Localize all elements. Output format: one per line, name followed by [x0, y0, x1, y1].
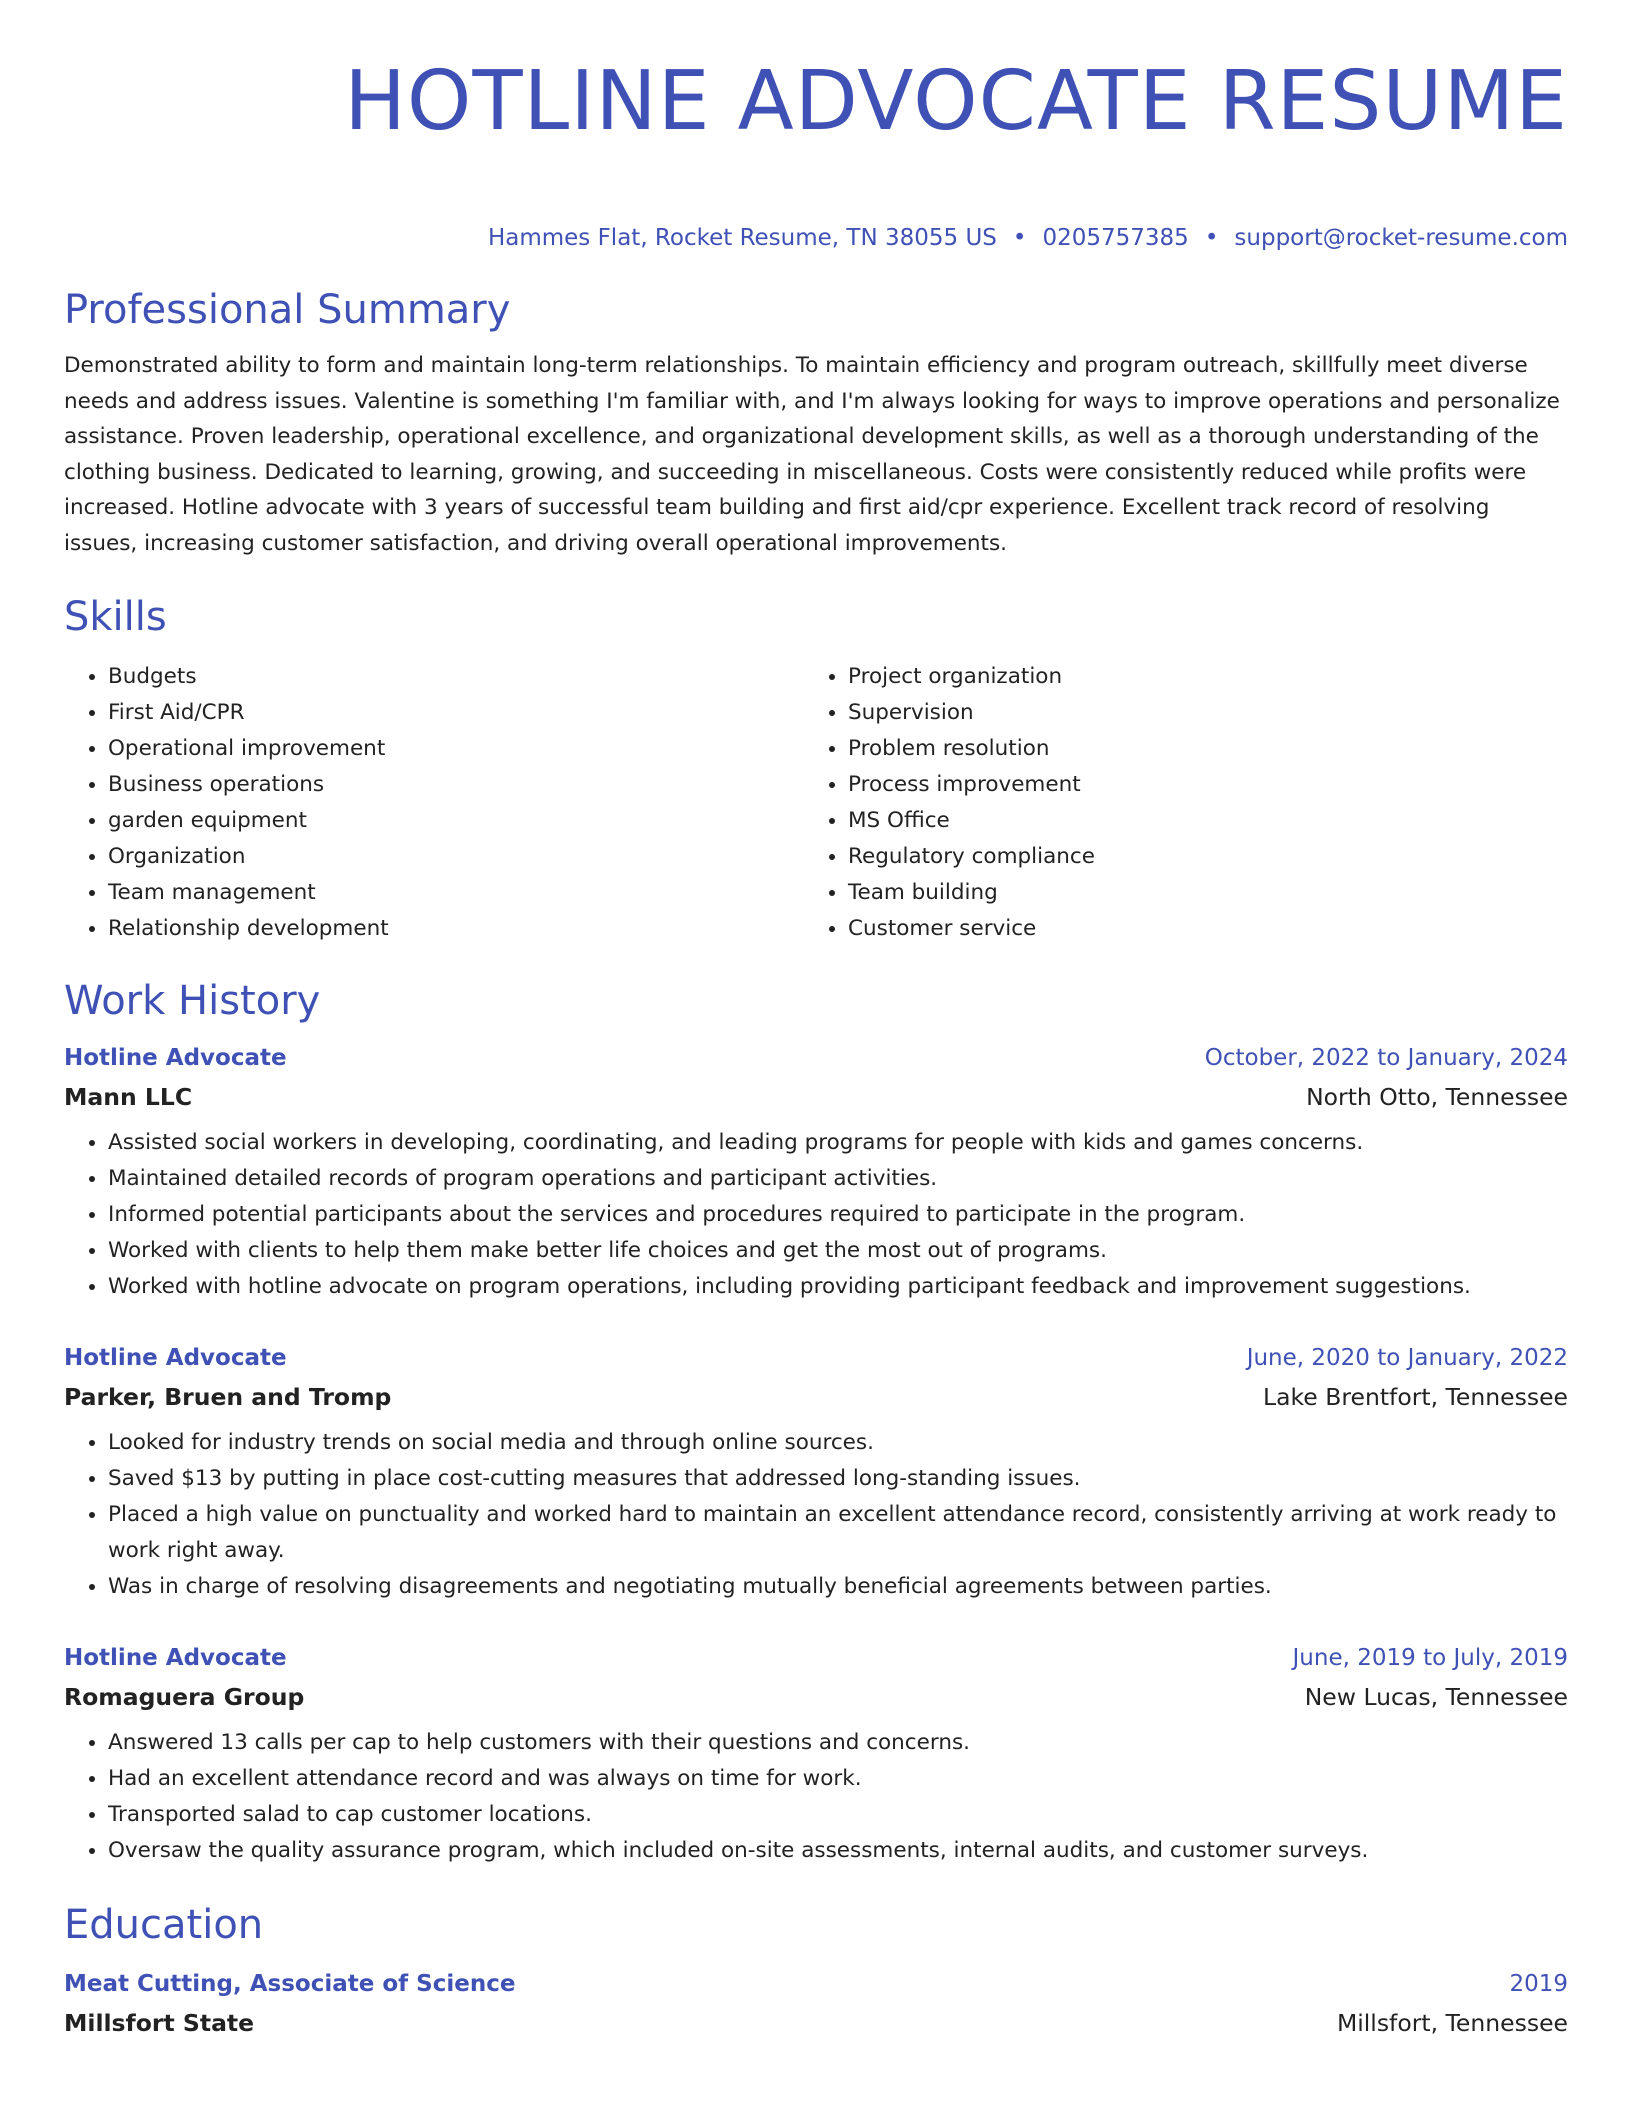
- skill-item: • garden equipment: [108, 803, 804, 839]
- education-header: [64, 1965, 1568, 2003]
- skill-item: • Organization: [108, 839, 804, 875]
- job-location: North Otto, Tennessee: [1306, 1083, 1568, 1111]
- summary-section: [64, 282, 1568, 561]
- skill-item: • Customer service: [848, 911, 1544, 947]
- job-header: [64, 1039, 1568, 1077]
- job-bullets: [64, 1725, 1568, 1869]
- education-location: Millsfort, Tennessee: [1336, 2009, 1568, 2037]
- skill-item: • Operational improvement: [108, 731, 804, 767]
- skill-item: • Budgets: [108, 659, 804, 695]
- job-title: Hotline Advocate: [64, 1645, 287, 1671]
- job-bullet: • Maintained detailed records of program operations and participant activities.: [108, 1161, 1568, 1197]
- skill-item: • Project organization: [848, 659, 1544, 695]
- job-dates: October, 2022 to January, 2024: [1204, 1045, 1568, 1071]
- job-bullet: • Transported salad to cap customer locations.: [108, 1797, 1568, 1833]
- education-degree: Meat Cutting, Associate of Science: [64, 1971, 516, 1997]
- contact-address: Hammes Flat, Rocket Resume, TN 38055 US: [487, 225, 997, 251]
- job-title: Hotline Advocate: [64, 1345, 287, 1371]
- job-company: Parker, Bruen and Tromp: [64, 1383, 392, 1411]
- education-year: 2019: [1509, 1971, 1568, 1997]
- job-bullet: • Looked for industry trends on social media and through online sources.: [108, 1425, 1568, 1461]
- skill-item: • Relationship development: [108, 911, 804, 947]
- job-location: Lake Brentfort, Tennessee: [1263, 1383, 1568, 1411]
- education-subheader: [64, 2003, 1568, 2043]
- job-header: [64, 1339, 1568, 1377]
- job-bullet: • Worked with clients to help them make better life choices and get the most out of programs.: [108, 1233, 1568, 1269]
- job-subheader: [64, 1377, 1568, 1417]
- job-bullet: • Saved $13 by putting in place cost-cutting measures that addressed long-standing issues.: [108, 1461, 1568, 1497]
- work-history-section: [64, 973, 1568, 1869]
- job-entry: [64, 1039, 1568, 1305]
- summary-text: Demonstrated ability to form and maintain long-term relationships. To maintain efficiency and program outreach, skillfully meet diverse needs and address issues. Valentine is something I'm familiar with, and I'm always looking for ways to improve operations and personalize assistance. Proven leadership, operational excellence, and organizational development skills, as well as a thorough understanding of the clothing business. Dedicated to learning, growing, and succeeding in miscellaneous. Costs were consistently reduced while profits were increased. Hotline advocate with 3 years of successful team building and first aid/cpr experience. Excellent track record of resolving issues, increasing customer satisfaction, and driving overall operational improvements.: [64, 353, 1560, 556]
- job-bullet: • Assisted social workers in developing, coordinating, and leading programs for people with kids and games concerns.: [108, 1125, 1568, 1161]
- job-entry: [64, 1639, 1568, 1869]
- job-bullet: • Informed potential participants about the services and procedures required to participate in the program.: [108, 1197, 1568, 1233]
- skills-columns: [64, 659, 1568, 947]
- skills-column-right: [804, 659, 1544, 947]
- job-header: [64, 1639, 1568, 1677]
- contact-separator: •: [1012, 225, 1027, 251]
- job-subheader: [64, 1677, 1568, 1717]
- skills-list-left: [64, 659, 804, 947]
- job-company: Romaguera Group: [64, 1683, 305, 1711]
- contact-line: [64, 222, 1568, 254]
- resume-title: HOTLINE ADVOCATE RESUME: [344, 54, 1568, 149]
- job-bullet: • Oversaw the quality assurance program, which included on-site assessments, internal audits, and customer surveys.: [108, 1833, 1568, 1869]
- skills-column-left: [64, 659, 804, 947]
- education-heading: Education: [64, 1902, 264, 1948]
- skill-item: • MS Office: [848, 803, 1544, 839]
- job-bullets: [64, 1125, 1568, 1305]
- skill-item: • First Aid/CPR: [108, 695, 804, 731]
- skills-list-right: [804, 659, 1544, 947]
- job-dates: June, 2019 to July, 2019: [1292, 1645, 1568, 1671]
- job-company: Mann LLC: [64, 1083, 193, 1111]
- contact-phone[interactable]: 0205757385: [1042, 225, 1189, 251]
- job-dates: June, 2020 to January, 2022: [1246, 1345, 1568, 1371]
- job-subheader: [64, 1077, 1568, 1117]
- skill-item: • Business operations: [108, 767, 804, 803]
- job-bullets: [64, 1425, 1568, 1605]
- education-section: [64, 1897, 1568, 2043]
- job-location: New Lucas, Tennessee: [1304, 1683, 1568, 1711]
- education-school: Millsfort State: [64, 2009, 255, 2037]
- skill-item: • Team building: [848, 875, 1544, 911]
- job-bullet: • Answered 13 calls per cap to help customers with their questions and concerns.: [108, 1725, 1568, 1761]
- work-history-heading: Work History: [64, 978, 321, 1024]
- summary-heading: Professional Summary: [64, 287, 511, 333]
- job-bullet: • Was in charge of resolving disagreements and negotiating mutually beneficial agreements between parties.: [108, 1569, 1568, 1605]
- job-entry: [64, 1339, 1568, 1605]
- skill-item: • Process improvement: [848, 767, 1544, 803]
- skill-item: • Regulatory compliance: [848, 839, 1544, 875]
- job-bullet: • Had an excellent attendance record and was always on time for work.: [108, 1761, 1568, 1797]
- skill-item: • Supervision: [848, 695, 1544, 731]
- contact-separator: •: [1204, 225, 1219, 251]
- skill-item: • Team management: [108, 875, 804, 911]
- contact-email[interactable]: support@rocket-resume.com: [1234, 225, 1568, 251]
- skills-section: [64, 589, 1568, 947]
- job-bullet: • Worked with hotline advocate on program operations, including providing participant feedback and improvement suggestions.: [108, 1269, 1568, 1305]
- job-bullet: • Placed a high value on punctuality and worked hard to maintain an excellent attendance record, consistently arriving at work ready to work right away.: [108, 1497, 1568, 1569]
- job-title: Hotline Advocate: [64, 1045, 287, 1071]
- skill-item: • Problem resolution: [848, 731, 1544, 767]
- skills-heading: Skills: [64, 594, 167, 640]
